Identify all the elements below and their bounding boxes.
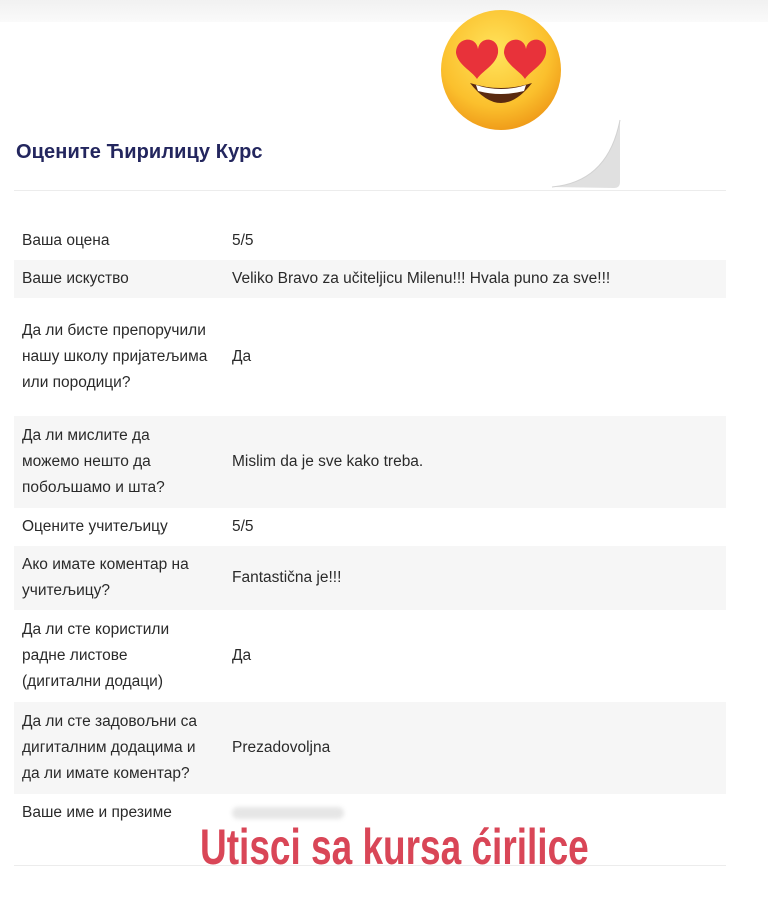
- table-row: [14, 222, 726, 260]
- table-row: [14, 298, 726, 416]
- question-label: Оцените учитељицу: [22, 518, 168, 535]
- question-label: Ваше име и презиме: [22, 804, 172, 821]
- question-label: Ако имате коментар на учитељицу?: [22, 556, 189, 599]
- page-curl-decoration: [520, 112, 630, 192]
- table-row: [14, 702, 726, 794]
- question-label: Да ли бисте препоручили нашу школу пријатељима или породици?: [22, 322, 208, 391]
- answer-value: Да: [232, 348, 252, 365]
- answer-value: Mislim da je sve kako treba.: [232, 453, 424, 470]
- question-label: Да ли сте задовољни са дигиталним додацима и да ли имате коментар?: [22, 713, 198, 782]
- question-label: Да ли сте користили радне листове (дигитални додаци): [22, 621, 170, 690]
- table-row: [14, 610, 726, 702]
- answer-value: Veliko Bravo za učiteljicu Milenu!!! Hvala puno za sve!!!: [232, 270, 611, 287]
- answer-value: 5/5: [232, 232, 254, 249]
- answer-value: Да: [232, 647, 252, 664]
- answer-value: 5/5: [232, 518, 254, 535]
- table-row: [14, 546, 726, 610]
- table-row: [14, 416, 726, 508]
- question-label: Ваша оцена: [22, 232, 110, 249]
- table-row: [14, 260, 726, 298]
- question-label: Да ли мислите да можемо нешто да побољшамо и шта?: [22, 427, 165, 496]
- title-divider: [14, 190, 726, 191]
- answer-value: Prezadovoljna: [232, 739, 331, 756]
- browser-top-strip: [0, 0, 768, 22]
- table-row: [14, 508, 726, 546]
- form-title: Оцените Ћирилицу Курс: [16, 141, 263, 163]
- overlay-caption: Utisci sa kursa ćirilice: [200, 819, 589, 875]
- question-label: Ваше искуство: [22, 270, 129, 287]
- answer-value: Fantastična je!!!: [232, 569, 342, 586]
- response-table: [14, 222, 726, 832]
